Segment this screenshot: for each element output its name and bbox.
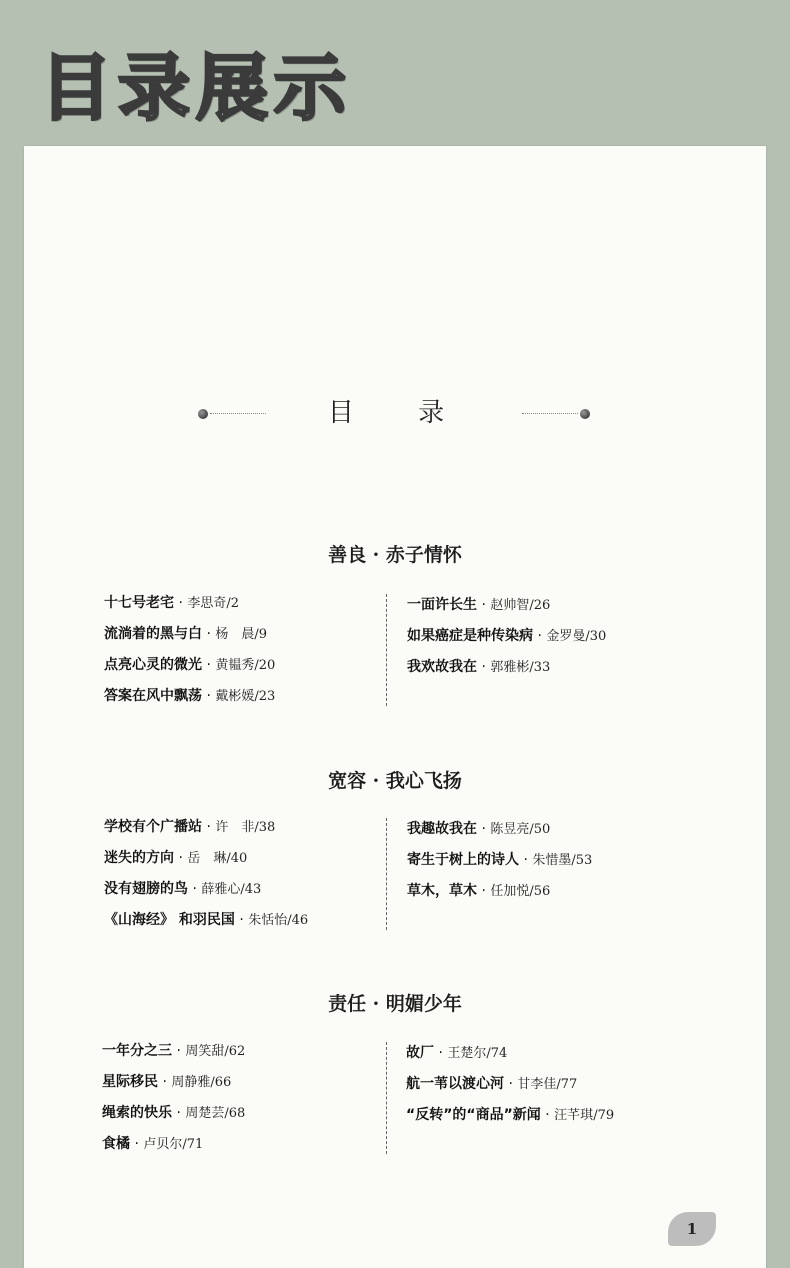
- column-divider: [386, 594, 387, 706]
- toc-heading-text: 目 录: [327, 398, 473, 428]
- toc-entry[interactable]: 我欢故我在 · 郭雅彬/33: [407, 659, 551, 675]
- toc-entry[interactable]: 如果癌症是种传染病 · 金罗曼/30: [407, 628, 607, 644]
- page-number-badge: 1: [668, 1212, 716, 1246]
- left-ornament: [198, 407, 268, 421]
- toc-heading: [24, 392, 766, 429]
- toc-entry[interactable]: 故厂 · 王楚尔/74: [406, 1045, 508, 1061]
- column-divider: [386, 1042, 387, 1154]
- toc-entry[interactable]: 一年分之三 · 周笑甜/62: [102, 1043, 246, 1059]
- toc-entry[interactable]: 草木，草木 · 任加悦/56: [407, 883, 551, 899]
- toc-entry[interactable]: 一面许长生 · 赵帅智/26: [407, 597, 551, 613]
- banner-title: 目录展示: [40, 46, 353, 130]
- column-divider: [386, 818, 387, 930]
- toc-entry[interactable]: 寄生于树上的诗人 · 朱惜墨/53: [407, 852, 593, 868]
- book-page: [24, 146, 766, 1268]
- toc-entry[interactable]: 《山海经》 和羽民国 · 朱恬怡/46: [104, 912, 309, 928]
- section-title: 善良 · 赤子情怀: [328, 544, 462, 566]
- right-ornament: [522, 407, 592, 421]
- toc-entry[interactable]: 答案在风中飘荡 · 戴彬媛/23: [104, 688, 276, 704]
- toc-entry[interactable]: 航一苇以渡心河 · 甘李佳/77: [406, 1076, 578, 1092]
- toc-entry[interactable]: 流淌着的黑与白 · 杨 晨/9: [104, 626, 268, 642]
- toc-entry[interactable]: 绳索的快乐 · 周楚芸/68: [102, 1105, 246, 1121]
- toc-entry[interactable]: 我趣故我在 · 陈昱亮/50: [407, 821, 551, 837]
- toc-entry[interactable]: 星际移民 · 周静雅/66: [102, 1074, 232, 1090]
- toc-entry[interactable]: “反转”的“商品”新闻 · 汪芊琪/79: [406, 1107, 615, 1123]
- toc-entry[interactable]: 食橘 · 卢贝尔/71: [102, 1136, 204, 1152]
- toc-entry[interactable]: 点亮心灵的微光 · 黄韫秀/20: [104, 657, 276, 673]
- section-title: 责任 · 明媚少年: [328, 993, 462, 1015]
- toc-entry[interactable]: 学校有个广播站 · 许 非/38: [104, 819, 276, 835]
- toc-entry[interactable]: 迷失的方向 · 岳 琳/40: [104, 850, 248, 866]
- section-title: 宽容 · 我心飞扬: [328, 770, 462, 792]
- toc-entry[interactable]: 没有翅膀的鸟 · 薛雅心/43: [104, 881, 262, 897]
- toc-entry[interactable]: 十七号老宅 · 李思奇/2: [104, 595, 240, 611]
